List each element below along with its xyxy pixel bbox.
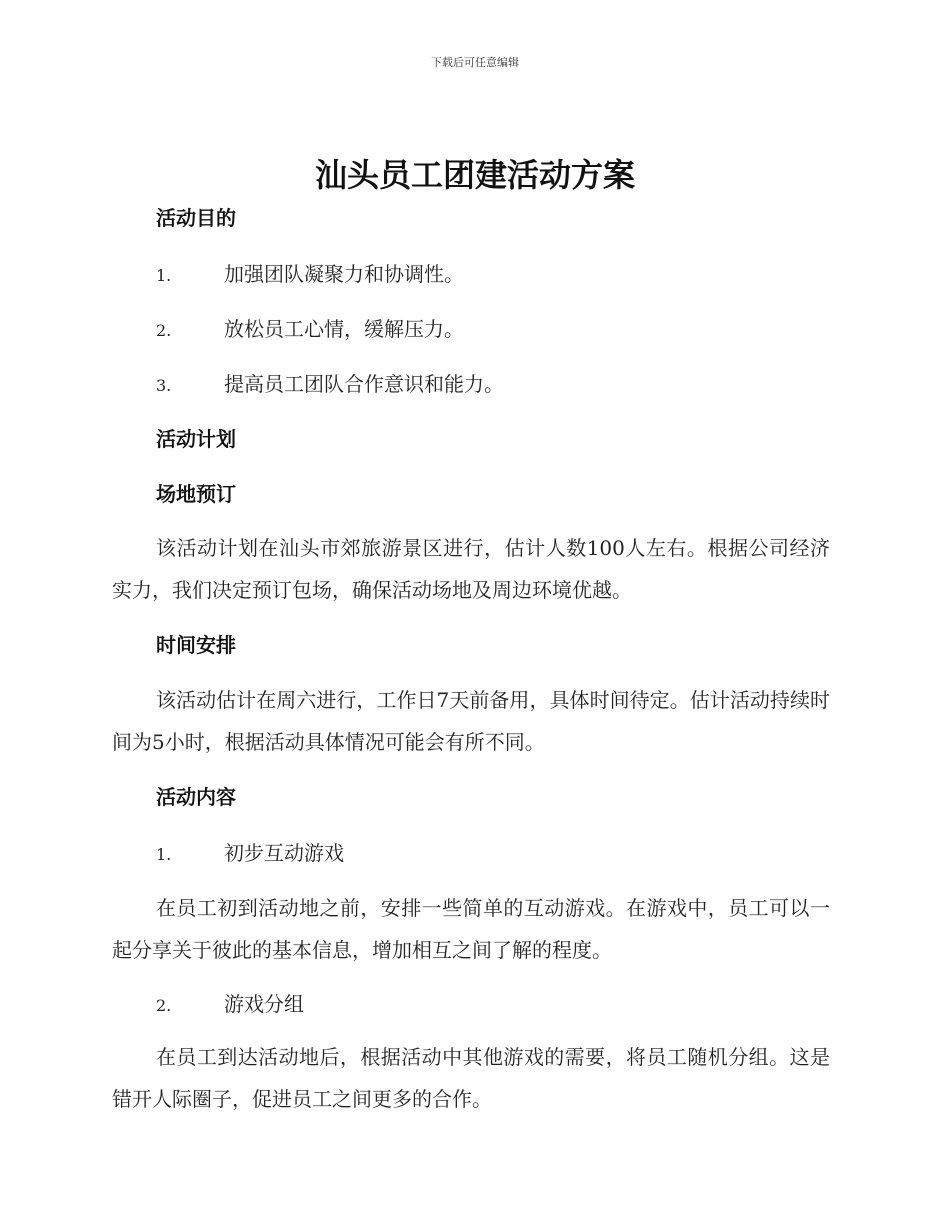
subsection-heading-schedule: 时间安排 bbox=[156, 633, 236, 657]
list-number: 1. bbox=[156, 266, 172, 285]
list-text: 加强团队凝聚力和协调性。 bbox=[224, 262, 464, 286]
purpose-list-item bbox=[156, 260, 874, 290]
content-paragraph: 在员工初到活动地之前，安排一些简单的互动游戏。在游戏中，员工可以一起分享关于彼此的基本信息，增加相互之间了解的程度。 bbox=[112, 896, 830, 962]
purpose-list-item bbox=[156, 315, 874, 345]
content-list-item bbox=[156, 990, 874, 1020]
list-text: 提高员工团队合作意识和能力。 bbox=[224, 372, 504, 396]
section-heading-plan: 活动计划 bbox=[156, 427, 236, 451]
venue-paragraph: 该活动计划在汕头市郊旅游景区进行，估计人数100人左右。根据公司经济实力，我们决定预订包场，确保活动场地及周边环境优越。 bbox=[112, 536, 830, 602]
list-text: 放松员工心情，缓解压力。 bbox=[224, 317, 464, 341]
list-number: 2. bbox=[156, 996, 172, 1015]
content-paragraph: 在员工到达活动地后，根据活动中其他游戏的需要，将员工随机分组。这是错开人际圈子，促进员工之间更多的合作。 bbox=[112, 1045, 830, 1111]
list-number: 2. bbox=[156, 321, 172, 340]
header-note: 下载后可任意编辑 bbox=[431, 56, 519, 69]
list-text: 游戏分组 bbox=[224, 992, 304, 1016]
subsection-heading-venue: 场地预订 bbox=[156, 482, 236, 506]
purpose-list-item bbox=[156, 370, 874, 400]
section-heading-content: 活动内容 bbox=[156, 785, 236, 809]
document-title: 汕头员工团建活动方案 bbox=[314, 156, 635, 194]
section-heading-purpose: 活动目的 bbox=[156, 206, 236, 230]
list-number: 1. bbox=[156, 845, 172, 864]
content-list-item bbox=[156, 839, 874, 869]
schedule-paragraph: 该活动估计在周六进行，工作日7天前备用，具体时间待定。估计活动持续时间为5小时，根据活动具体情况可能会有所不同。 bbox=[112, 688, 830, 754]
list-text: 初步互动游戏 bbox=[224, 841, 344, 865]
list-number: 3. bbox=[156, 376, 172, 395]
